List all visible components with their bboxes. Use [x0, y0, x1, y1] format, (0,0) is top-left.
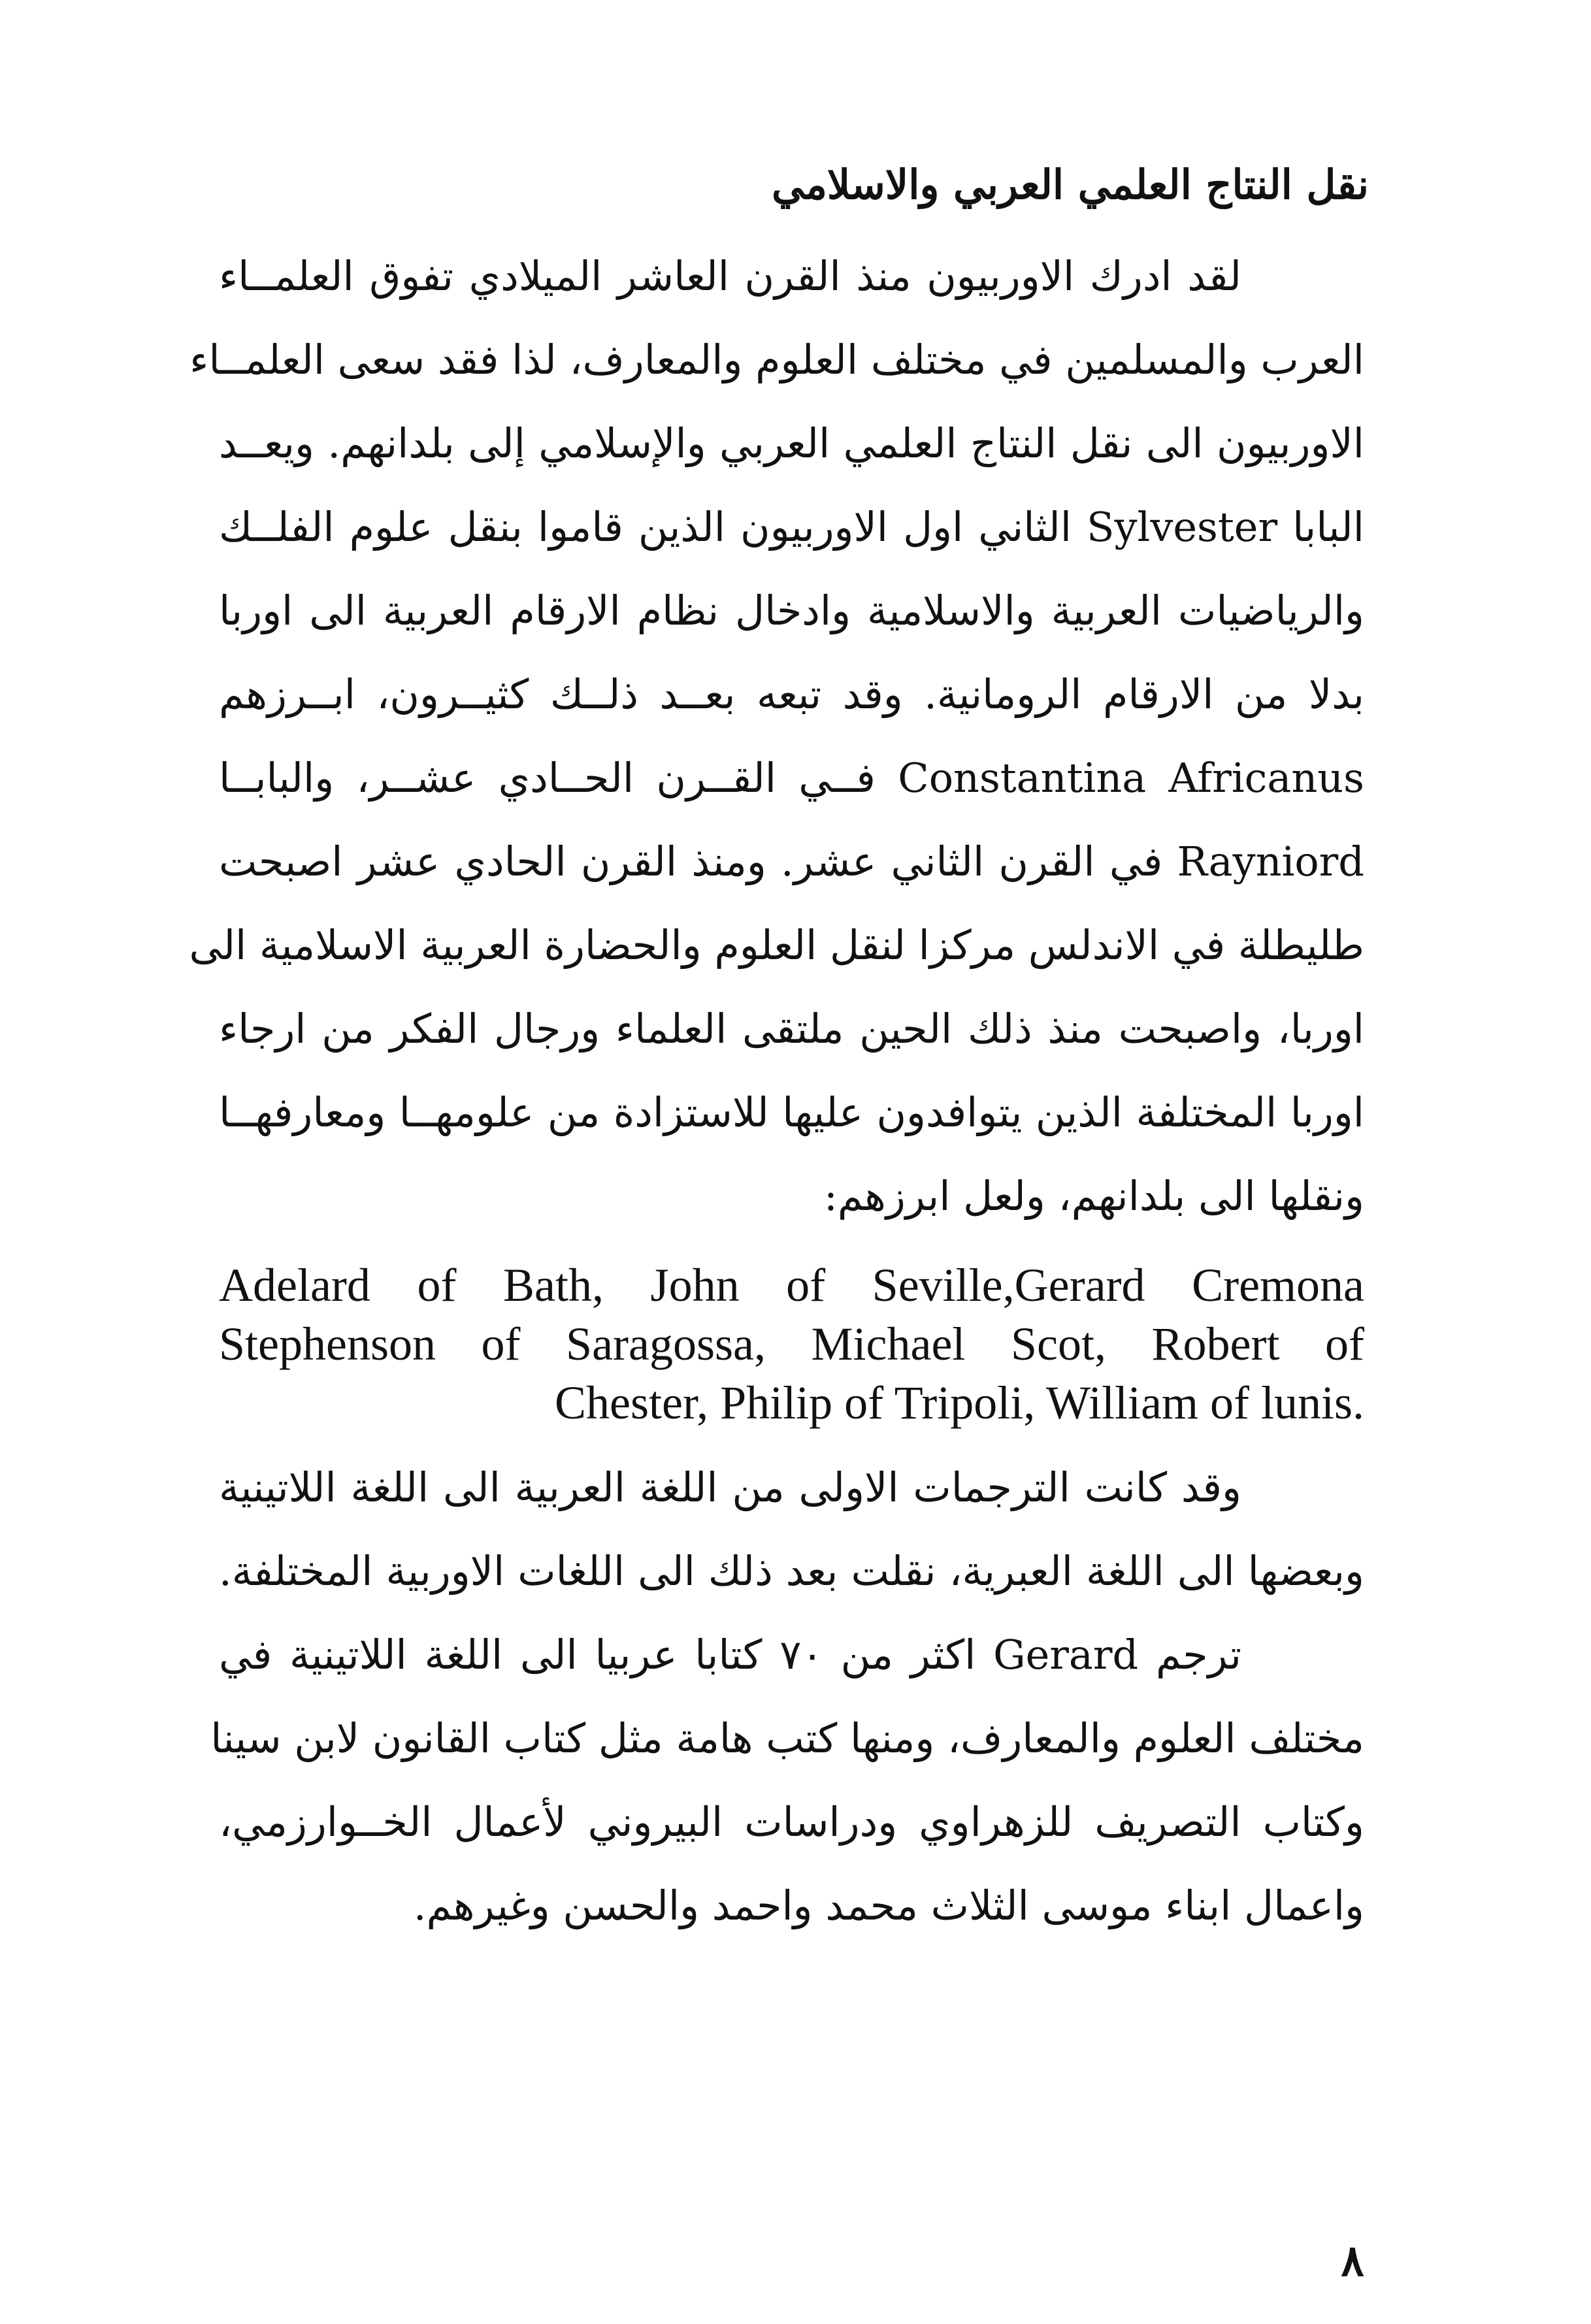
paragraph1-line-9: طليطلة في الاندلس مركزا لنقل العلوم والحضارة العربية الاسلامية الى — [189, 921, 1364, 969]
paragraph1-line-11: اوربا المختلفة الذين يتوافدون عليها للاستزادة من علومهــا ومعارفهــا — [219, 1088, 1364, 1136]
paragraph1-line-4: البابا Sylvester الثاني اول الاوربيون الذين قاموا بنقل علوم الفلــك — [219, 503, 1364, 551]
latin-names-line-1: Adelard of Bath, John of Seville,Gerard Cremona — [219, 1259, 1364, 1311]
page-heading: نقل النتاج العلمي العربي والاسلامي — [772, 161, 1369, 208]
page-number: ٨ — [1341, 2235, 1364, 2286]
paragraph3-line-3: وكتاب التصريف للزهراوي ودراسات البيروني لأعمال الخــوارزمي، — [219, 1798, 1364, 1846]
latin-names-line-2: Stephenson of Saragossa, Michael Scot, Robert of — [219, 1318, 1364, 1370]
paragraph1-line-5: والرياضيات العربية والاسلامية وادخال نظام الارقام العربية الى اوربا — [219, 587, 1364, 634]
paragraph1-line-10: اوربا، واصبحت منذ ذلك الحين ملتقى العلماء ورجال الفكر من ارجاء — [219, 1005, 1364, 1053]
paragraph1-line-6: بدلا من الارقام الرومانية. وقد تبعه بعــد ذلــك كثيــرون، ابــرزهم — [219, 670, 1364, 718]
paragraph1-line-12: ونقلها الى بلدانهم، ولعل ابرزهم: — [823, 1172, 1364, 1220]
paragraph3-line-4: واعمال ابناء موسى الثلاث محمد واحمد والحسن وغيرهم. — [413, 1882, 1364, 1929]
paragraph3-line-2: مختلف العلوم والمعارف، ومنها كتب هامة مثل كتاب القانون لابن سينا — [210, 1714, 1364, 1762]
paragraph1-line-3: الاوربيون الى نقل النتاج العلمي العربي والإسلامي إلى بلدانهم. ويعــد — [219, 419, 1364, 467]
paragraph2-line-2: وبعضها الى اللغة العبرية، نقلت بعد ذلك الى اللغات الاوربية المختلفة. — [219, 1547, 1364, 1595]
paragraph1-line-8: Rayniord في القرن الثاني عشر. ومنذ القرن الحادي عشر اصبحت — [219, 838, 1364, 885]
paragraph1-line-2: العرب والمسلمين في مختلف العلوم والمعارف، لذا فقد سعى العلمــاء — [189, 336, 1364, 384]
latin-names-line-3: Chester, Philip of Tripoli, William of lunis. — [555, 1377, 1364, 1429]
paragraph2-line-1: وقد كانت الترجمات الاولى من اللغة العربية الى اللغة اللاتينية — [219, 1464, 1241, 1511]
paragraph3-line-1: ترجم Gerard اكثر من ٧٠ كتابا عربيا الى اللغة اللاتينية في — [219, 1631, 1242, 1678]
paragraph1-line-1: لقد ادرك الاوربيون منذ القرن العاشر الميلادي تفوق العلمــاء — [219, 252, 1241, 300]
paragraph1-line-7: Constantina Africanus فــي القــرن الحــادي عشــر، والبابــا — [219, 754, 1364, 802]
